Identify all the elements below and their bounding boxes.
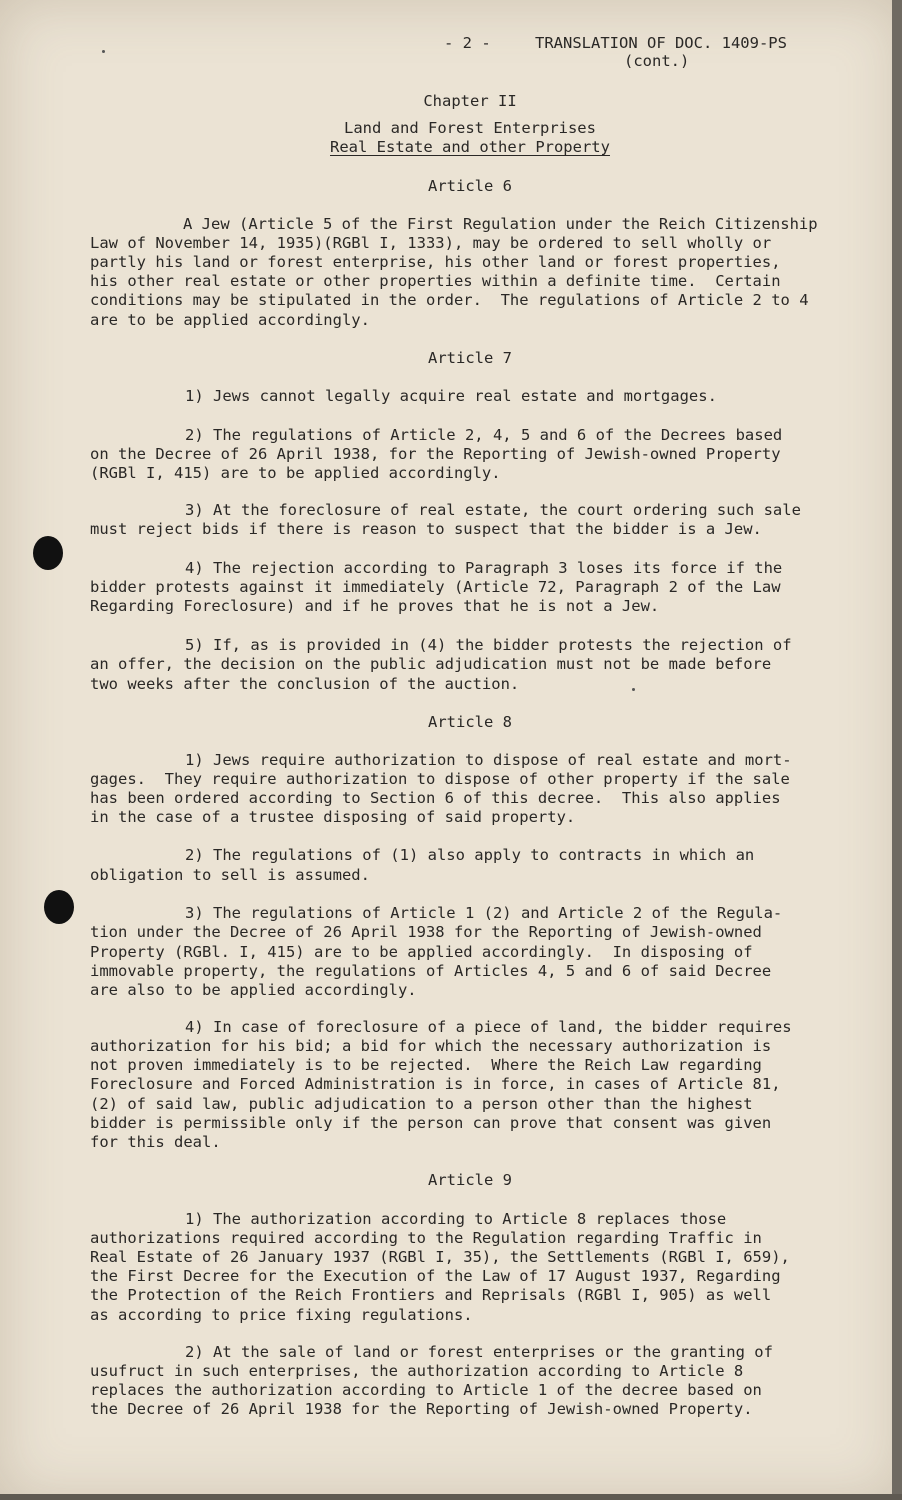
doc-reference: TRANSLATION OF DOC. 1409-PS (535, 34, 787, 52)
article-7-para-4: bidder protests against it immediately (Article 72, Paragraph 2 of the Law (90, 578, 781, 596)
article-9-para-2: the Decree of 26 April 1938 for the Reporting of Jewish-owned Property. (90, 1400, 753, 1418)
article-7-para-4: 4) The rejection according to Paragraph 3 loses its force if the (185, 559, 783, 577)
article-7-para-4: Regarding Foreclosure) and if he proves that he is not a Jew. (90, 597, 660, 615)
article-7-para-5: an offer, the decision on the public adjudication must not be made before (90, 655, 772, 673)
page-edge-right (892, 0, 902, 1500)
article-6-line: Law of November 14, 1935)(RGBl I, 1333), may be ordered to sell wholly or (90, 234, 772, 252)
article-7-para-5: two weeks after the conclusion of the auction. (90, 675, 520, 693)
article-9-heading: Article 9 (428, 1171, 512, 1189)
page-edge-bottom (0, 1494, 902, 1500)
article-8-para-1: gages. They require authorization to dispose of other property if the sale (90, 770, 790, 788)
article-8-para-4: for this deal. (90, 1133, 221, 1151)
chapter-subtitle: Land and Forest Enterprises (344, 119, 596, 137)
article-8-para-3: immovable property, the regulations of Articles 4, 5 and 6 of said Decree (90, 962, 772, 980)
article-8-para-3: 3) The regulations of Article 1 (2) and Article 2 of the Regula- (185, 904, 783, 922)
article-9-para-1: the Protection of the Reich Frontiers and Reprisals (RGBl I, 905) as well (90, 1286, 772, 1304)
article-8-heading: Article 8 (428, 713, 512, 731)
article-6-line: his other real estate or other properties within a definite time. Certain (90, 272, 781, 290)
article-8-para-3: tion under the Decree of 26 April 1938 for the Reporting of Jewish-owned (90, 923, 762, 941)
chapter-subtitle-underlined: Real Estate and other Property (330, 138, 610, 156)
article-7-heading: Article 7 (428, 349, 512, 367)
article-8-para-4: (2) of said law, public adjudication to a person other than the highest (90, 1095, 753, 1113)
article-9-para-1: 1) The authorization according to Article 8 replaces those (185, 1210, 727, 1228)
article-9-para-2: replaces the authorization according to Article 1 of the decree based on (90, 1381, 762, 1399)
article-6-line: are to be applied accordingly. (90, 311, 370, 329)
article-8-para-2: 2) The regulations of (1) also apply to contracts in which an (185, 846, 755, 864)
page-number: - 2 - (444, 34, 491, 52)
article-8-para-4: bidder is permissible only if the person can prove that consent was given (90, 1114, 772, 1132)
punch-hole-icon (33, 536, 63, 570)
article-8-para-4: not proven immediately is to be rejected. Where the Reich Law regarding (90, 1056, 762, 1074)
article-8-para-4: authorization for his bid; a bid for which the necessary authorization is (90, 1037, 772, 1055)
article-6-heading: Article 6 (428, 177, 512, 195)
article-9-para-1: as according to price fixing regulations. (90, 1306, 473, 1324)
article-7-para-3: must reject bids if there is reason to suspect that the bidder is a Jew. (90, 520, 762, 538)
article-8-para-2: obligation to sell is assumed. (90, 866, 370, 884)
article-6-line: conditions may be stipulated in the order. The regulations of Article 2 to 4 (90, 291, 809, 309)
chapter-title: Chapter II (423, 92, 517, 110)
article-9-para-1: the First Decree for the Execution of the Law of 17 August 1937, Regarding (90, 1267, 781, 1285)
continued-note: (cont.) (624, 52, 690, 70)
article-8-para-1: in the case of a trustee disposing of said property. (90, 808, 576, 826)
article-7-para-5: 5) If, as is provided in (4) the bidder protests the rejection of (185, 636, 792, 654)
article-6-line: partly his land or forest enterprise, his other land or forest properties, (90, 253, 781, 271)
article-9-para-2: 2) At the sale of land or forest enterprises or the granting of (185, 1343, 773, 1361)
article-7-para-2: on the Decree of 26 April 1938, for the Reporting of Jewish-owned Property (90, 445, 781, 463)
article-8-para-4: 4) In case of foreclosure of a piece of land, the bidder requires (185, 1018, 792, 1036)
speck (632, 688, 635, 691)
article-9-para-1: Real Estate of 26 January 1937 (RGBl I, 35), the Settlements (RGBl I, 659), (90, 1248, 790, 1266)
article-6-line: A Jew (Article 5 of the First Regulation under the Reich Citizenship (183, 215, 818, 233)
article-7-para-1: 1) Jews cannot legally acquire real estate and mortgages. (185, 387, 717, 405)
article-8-para-1: 1) Jews require authorization to dispose of real estate and mort- (185, 751, 792, 769)
article-9-para-1: authorizations required according to the Regulation regarding Traffic in (90, 1229, 762, 1247)
article-8-para-3: are also to be applied accordingly. (90, 981, 417, 999)
article-7-para-2: (RGBl I, 415) are to be applied accordingly. (90, 464, 501, 482)
article-7-para-2: 2) The regulations of Article 2, 4, 5 and 6 of the Decrees based (185, 426, 783, 444)
article-8-para-1: has been ordered according to Section 6 of this decree. This also applies (90, 789, 781, 807)
article-9-para-2: usufruct in such enterprises, the authorization according to Article 8 (90, 1362, 744, 1380)
article-7-para-3: 3) At the foreclosure of real estate, the court ordering such sale (185, 501, 801, 519)
article-8-para-4: Foreclosure and Forced Administration is in force, in cases of Article 81, (90, 1075, 781, 1093)
article-8-para-3: Property (RGBl. I, 415) are to be applied accordingly. In disposing of (90, 943, 753, 961)
punch-hole-icon (44, 890, 74, 924)
speck (102, 50, 105, 53)
